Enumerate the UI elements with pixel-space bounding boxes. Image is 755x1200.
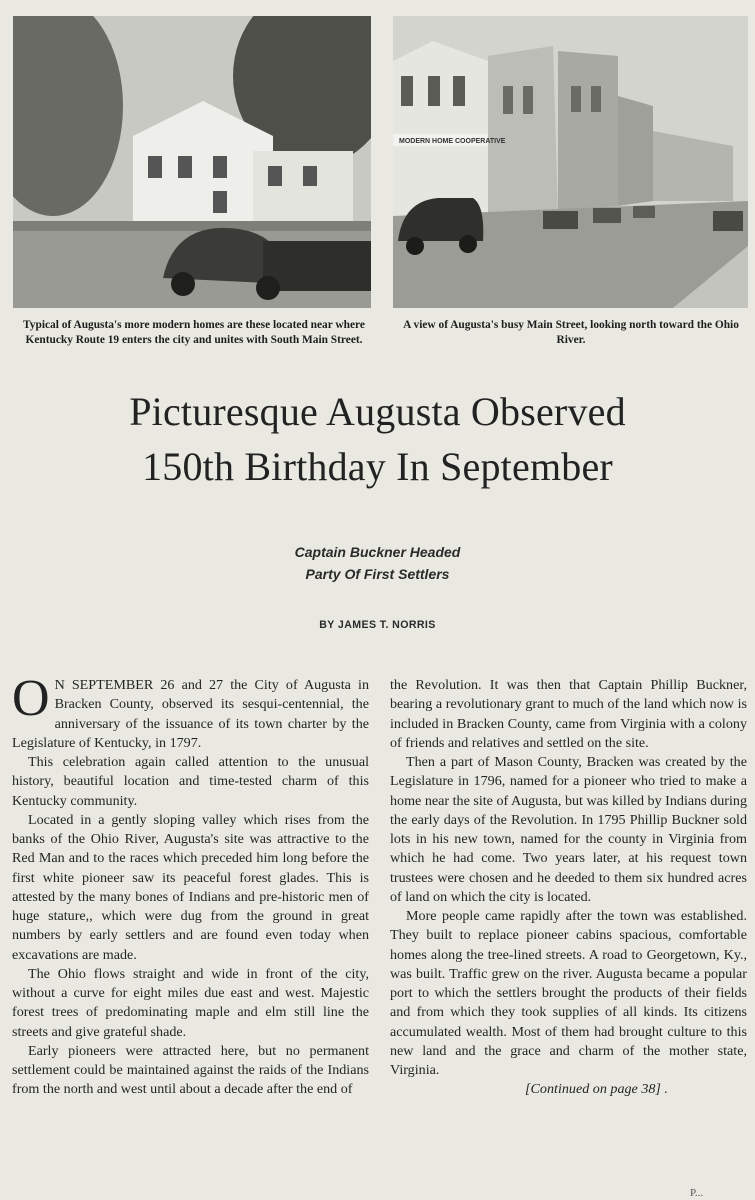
paragraph: Early pioneers were attracted here, but no permanent settlement could be maintained against the raids of the Indians from the north and west until about a decade after the end of [12, 1042, 369, 1098]
continued-note: [Continued on page 38] . [525, 1081, 668, 1098]
photo-caption-right: A view of Augusta's busy Main Street, looking north toward the Ohio River. [403, 319, 739, 346]
corner-fragment: P... [690, 1187, 704, 1199]
storefront-sign: MODERN HOME COOPERATIVE [399, 138, 506, 145]
paragraph: Located in a gently sloping valley which rises from the banks of the Ohio River, Augusta's site was attractive to the Red Man and to the races which preceded him long before the first white pioneer saw its peaceful forest glades. This is attested by the many bones of Indians and pre-historic men of huge stature,, which were dug from the ground in great numbers by early settlers and are found even today when excavations are made. [12, 811, 369, 963]
photo-caption-left: Typical of Augusta's more modern homes are these located near where Kentucky Route 19 enters the city and unites with South Main Street. [23, 319, 365, 346]
paragraph: The Ohio flows straight and wide in front of the city, without a curve for eight miles due east and west. Majestic forest trees of predominating maple and elm still line the streets and give grateful shade. [12, 965, 369, 1040]
article-headline [0, 384, 755, 494]
headline-line-2: 150th Birthday In September [142, 444, 613, 489]
photo-modern-homes [13, 16, 371, 308]
article-column-right [390, 676, 747, 1100]
subhead-line-2: Party Of First Settlers [305, 566, 450, 582]
headline-line-1: Picturesque Augusta Observed [129, 389, 626, 434]
byline: BY JAMES T. NORRIS [319, 619, 436, 631]
photo-modern-homes-illustration [13, 16, 371, 308]
article-subhead [0, 541, 755, 585]
subhead-line-1: Captain Buckner Headed [294, 544, 461, 560]
paragraph: Then a part of Mason County, Bracken was created by the Legislature in 1796, named for a pioneer who tried to make a home near the site of Augusta, but was killed by Indians during the early days of the Revolution. In 1795 Phillip Buckner sold lots in his new town, named for the county in Virginia from which he had come. Two years later, at his request town trustees were chosen and he deeded to them six hundred acres of land on which the city is located. [390, 754, 747, 905]
article-column-left [12, 670, 369, 1100]
paragraph: the Revolution. It was then that Captain Phillip Buckner, bearing a revolutionary grant to much of the land which now is included in Bracken County, came from Virginia with a colony of friends and relatives and settled on the site. [390, 677, 747, 751]
photo-main-street-illustration [393, 16, 748, 308]
paragraph-text: N SEPTEMBER 26 and 27 the City of Augusta in Bracken County, observed its sesqui-centennial, the anniversary of the issuance of its town charter by the Legislature of Kentucky, in 1797. [12, 677, 369, 751]
paragraph: This celebration again called attention to the unusual history, beautiful location and time-tested charm of this Kentucky community. [12, 754, 369, 809]
paragraph [12, 670, 369, 753]
paragraph: More people came rapidly after the town was established. They built to replace pioneer cabins spacious, comfortable homes along the tree-lined streets. A road to Georgetown, Ky., was built. Traffic grew on the river. Augusta became a popular port to which the settlers brought the products of their fields and from which they took supplies of all kinds. Its citizens accumulated wealth. Most of them had brought culture to this new land and the grace and charm of the mother state, Virginia. [390, 908, 747, 1078]
drop-cap: O [12, 670, 50, 727]
photo-main-street [393, 16, 748, 308]
